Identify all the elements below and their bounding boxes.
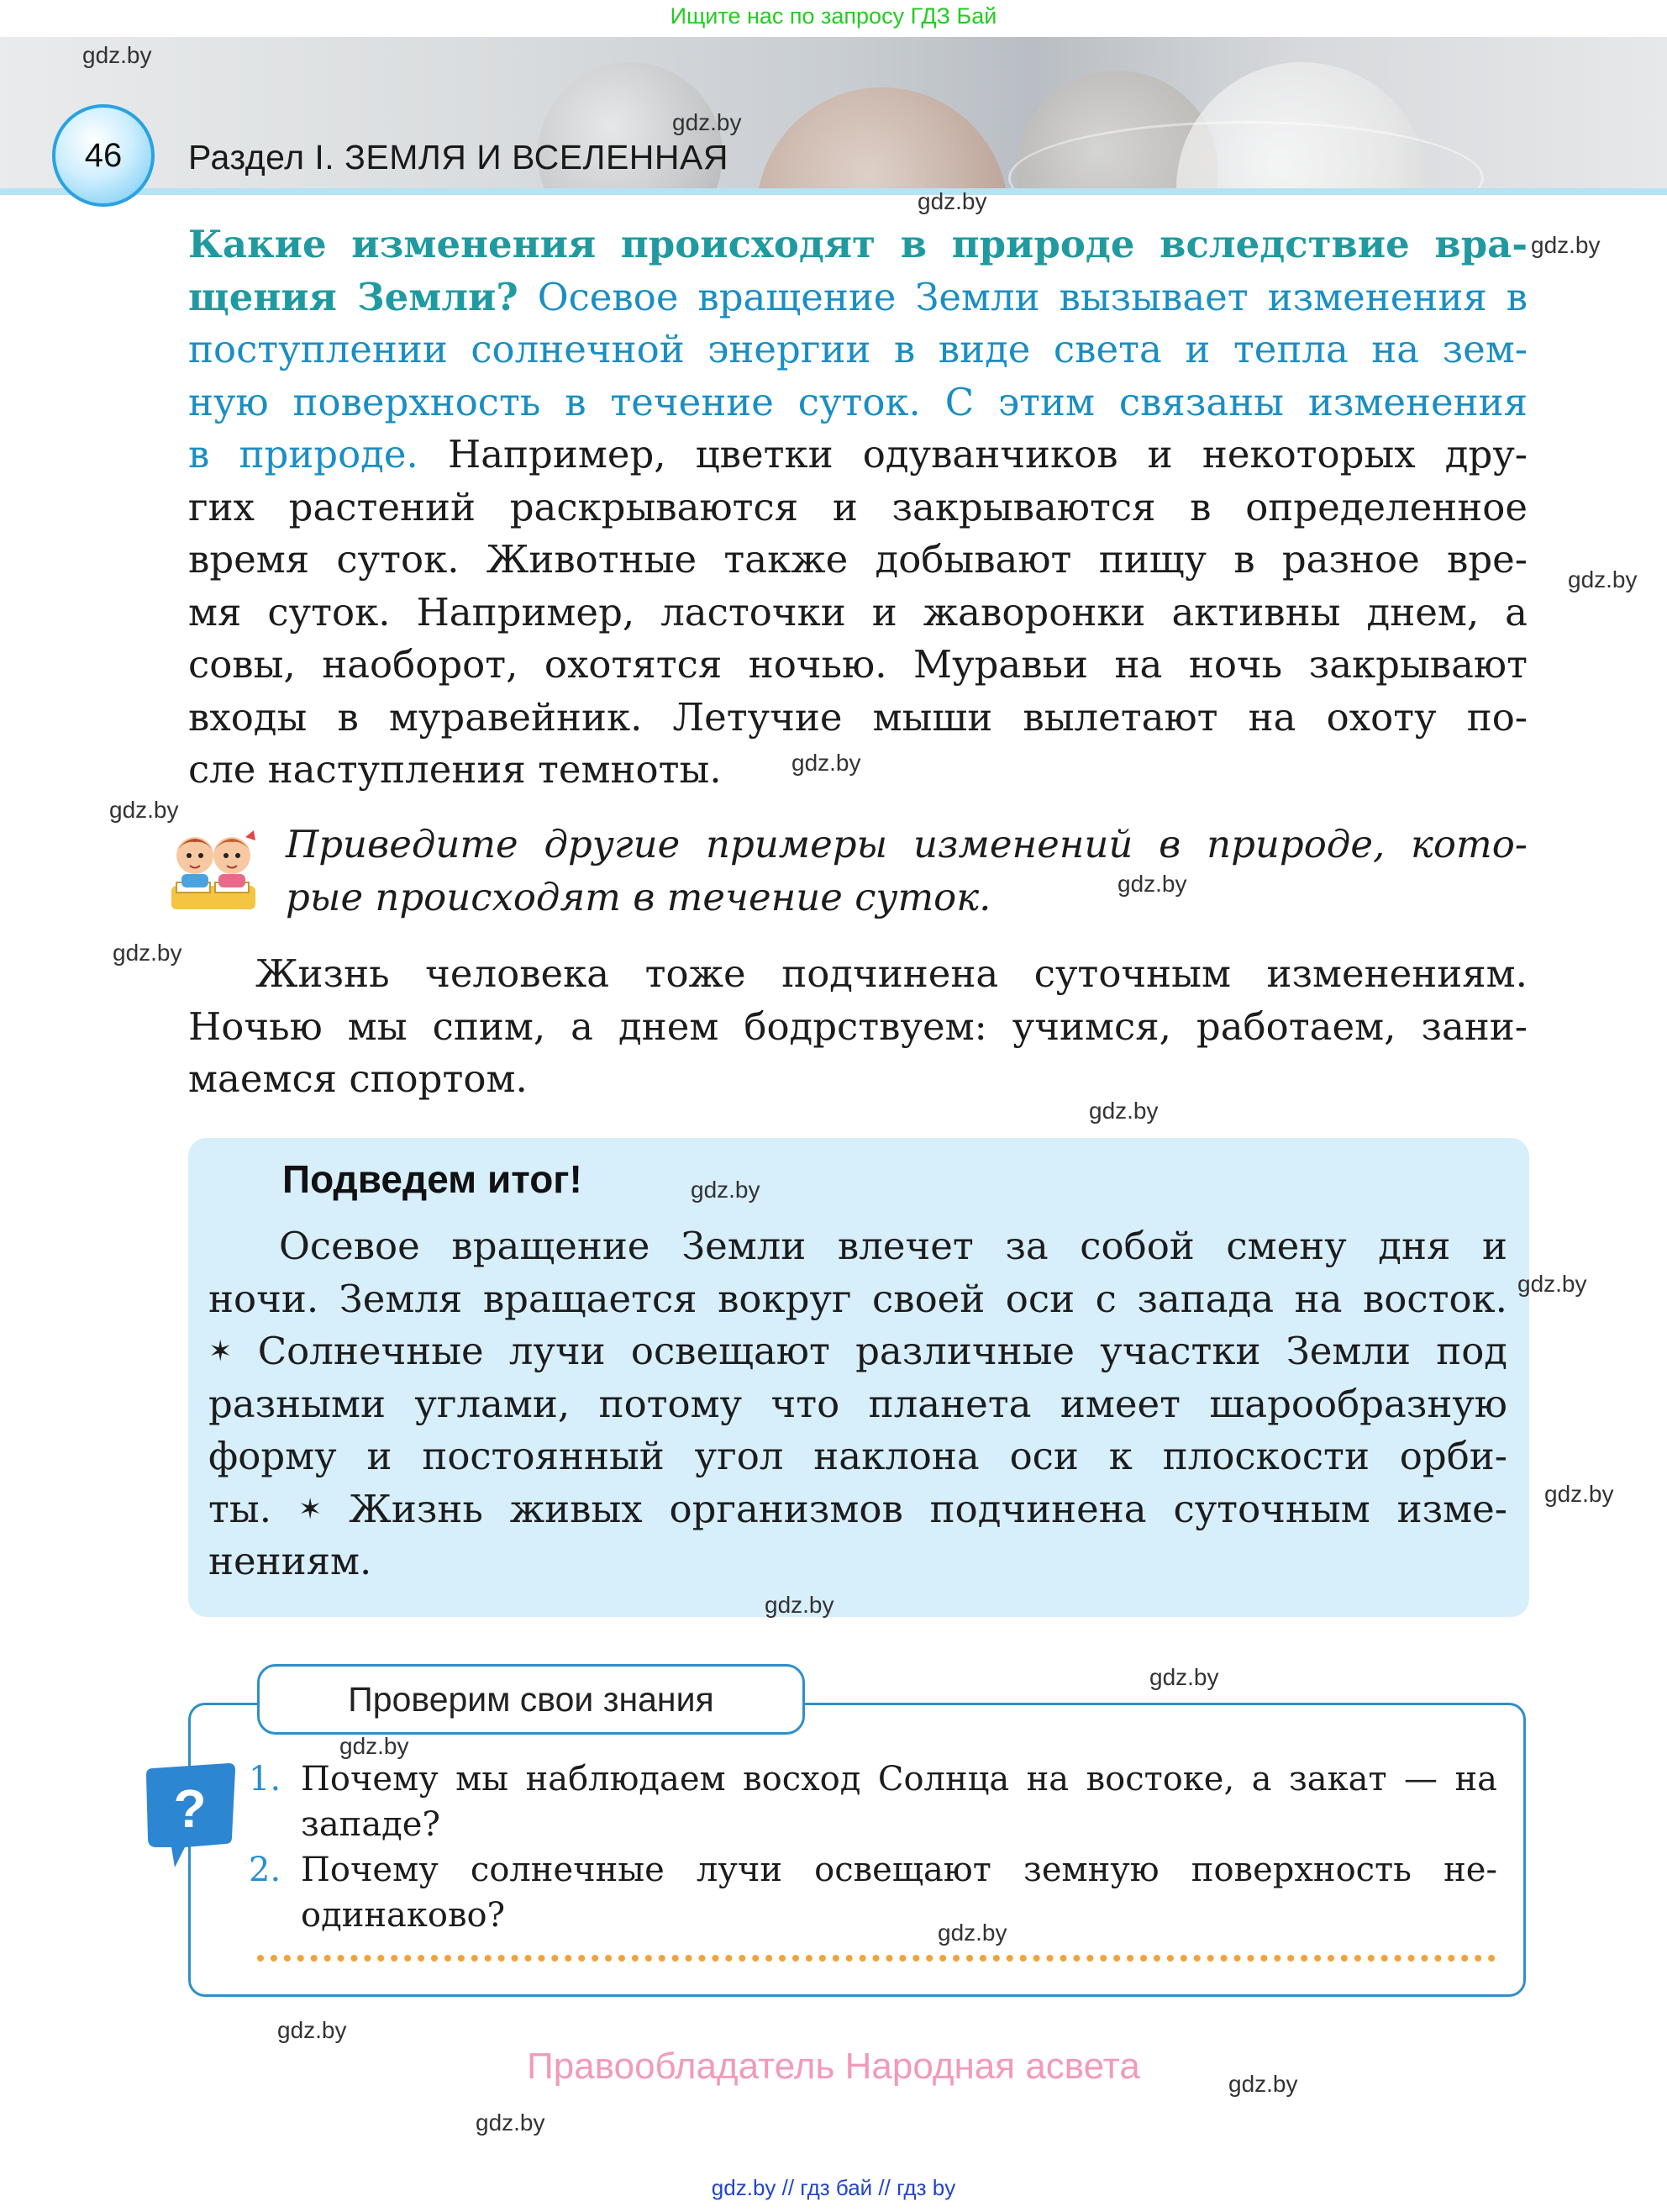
watermark: gdz.by — [1228, 2071, 1298, 2097]
main-paragraph — [188, 219, 1528, 797]
text-run: рые происходят в течение суток. — [286, 874, 991, 919]
text-line — [188, 692, 1528, 745]
kids-reading-icon — [168, 824, 259, 914]
watermark: gdz.by — [1517, 1271, 1587, 1297]
bottom-links[interactable]: gdz.by // гдз бай // гдз by — [711, 2175, 956, 2200]
watermark: gdz.by — [918, 188, 987, 214]
text-line — [208, 1325, 1507, 1378]
text-run: Приведите другие примеры изменений в природе, кото- — [286, 822, 1528, 866]
top-search-link[interactable]: Ищите нас по запросу ГДЗ Бай — [670, 3, 997, 29]
task-prompt — [286, 819, 1528, 924]
text-run: Осевое вращение Земли вызывает изменения в — [518, 274, 1528, 319]
section-title: Раздел I. ЗЕМЛЯ И ВСЕЛЕННАЯ — [188, 138, 728, 176]
text-line — [188, 534, 1528, 587]
text-line — [301, 1847, 1497, 1893]
watermark: gdz.by — [1568, 566, 1638, 592]
text-line — [208, 1483, 1507, 1536]
text-line — [208, 1378, 1507, 1431]
text-run: щения Земли? — [188, 274, 518, 319]
text-run: форму и постоянный угол наклона оси к плоскости орби- — [208, 1434, 1507, 1478]
watermark: gdz.by — [82, 42, 152, 68]
star-bullet-icon: ✶ — [208, 1335, 233, 1368]
text-line — [208, 1273, 1507, 1326]
question-2 — [249, 1847, 1497, 1938]
watermark: gdz.by — [1149, 1664, 1219, 1690]
watermark: gdz.by — [109, 797, 179, 823]
text-run: Почему солнечные лучи освещают земную поверхность не- — [301, 1851, 1497, 1889]
text-run: Осевое вращение Земли влечет за собой смену дня и — [279, 1224, 1507, 1268]
text-run: маемся спортом. — [188, 1056, 528, 1101]
question-number: 2. — [249, 1851, 281, 1889]
text-line — [188, 948, 1528, 1001]
text-line — [301, 1893, 1497, 1938]
copyright-notice: Правообладатель Народная асвета — [527, 2046, 1140, 2087]
text-line — [188, 1001, 1528, 1054]
text-run: ты. — [208, 1486, 298, 1531]
dotted-separator — [257, 1955, 1496, 1962]
text-run: Ночью мы спим, а днем бодрствуем: учимся, работаем, зани- — [188, 1003, 1528, 1049]
watermark: gdz.by — [1117, 871, 1187, 897]
text-line — [188, 219, 1528, 271]
text-run: Жизнь человека тоже подчинена суточным изменениям. — [255, 951, 1528, 996]
watermark: gdz.by — [1531, 232, 1601, 258]
watermark: gdz.by — [113, 940, 182, 966]
watermark: gdz.by — [765, 1592, 834, 1618]
watermark: gdz.by — [277, 2017, 347, 2043]
text-line — [208, 1220, 1507, 1273]
page-number: 46 — [84, 136, 123, 174]
life-paragraph — [188, 948, 1528, 1106]
text-line — [286, 872, 1528, 924]
text-run: Почему мы наблюдаем восход Солнца на востоке, а закат — на — [301, 1760, 1497, 1799]
watermark: gdz.by — [691, 1177, 760, 1203]
text-run: Жизнь живых организмов подчинена суточным изме- — [322, 1486, 1507, 1531]
text-run: сле наступления темноты. — [188, 747, 722, 792]
text-run: входы в муравейник. Летучие мыши вылетают на охоту по- — [188, 694, 1528, 740]
summary-text — [208, 1220, 1507, 1588]
text-run: в природе. — [188, 432, 418, 477]
text-line — [188, 587, 1528, 640]
check-knowledge-title: Проверим свои знания — [257, 1664, 805, 1735]
summary-title: Подведем итог! — [282, 1157, 582, 1201]
text-run: одинаково? — [301, 1896, 506, 1935]
text-run: Какие изменения происходят в природе вследствие вра- — [188, 222, 1528, 266]
question-1 — [249, 1756, 1497, 1847]
text-run: ночи. Земля вращается вокруг своей оси с запада на восток. — [208, 1276, 1507, 1321]
text-run: поступлении солнечной энергии в виде света и тепла на зем- — [188, 327, 1528, 371]
text-run: разными углами, потому что планета имеет шарообразную — [208, 1381, 1507, 1426]
text-line — [286, 819, 1528, 872]
watermark: gdz.by — [672, 109, 742, 135]
text-line — [301, 1756, 1497, 1802]
svg-text:?: ? — [173, 1778, 207, 1839]
watermark: gdz.by — [938, 1920, 1007, 1946]
question-bubble-icon — [141, 1760, 239, 1869]
text-line — [188, 429, 1528, 482]
text-line — [188, 639, 1528, 692]
text-line — [188, 324, 1528, 377]
header-divider — [0, 188, 1667, 195]
page-number-badge — [52, 104, 155, 207]
watermark: gdz.by — [476, 2109, 545, 2136]
text-run: ную поверхность в течение суток. С этим связаны изменения — [188, 379, 1528, 424]
text-line — [188, 271, 1528, 324]
text-run: западе? — [301, 1805, 440, 1844]
text-run: гих растений раскрываются и закрываются в определенное — [188, 484, 1528, 529]
text-run: совы, наоборот, охотятся ночью. Муравьи на ночь закрывают — [188, 642, 1528, 687]
text-line — [208, 1430, 1507, 1483]
text-run: Солнечные лучи освещают различные участки Земли под — [232, 1329, 1507, 1373]
text-line — [188, 1053, 1528, 1106]
text-run: мя суток. Например, ласточки и жаворонки активны днем, а — [188, 589, 1528, 635]
text-line — [188, 377, 1528, 429]
watermark: gdz.by — [339, 1733, 409, 1759]
text-run: Например, цветки одуванчиков и некоторых дру- — [418, 432, 1528, 477]
watermark: gdz.by — [1544, 1481, 1614, 1507]
star-bullet-icon: ✶ — [297, 1492, 323, 1526]
text-run: нениям. — [208, 1539, 372, 1583]
watermark: gdz.by — [1089, 1098, 1159, 1124]
planet-decoration — [756, 87, 1008, 195]
text-line — [208, 1535, 1507, 1588]
question-number: 1. — [249, 1760, 281, 1799]
text-run: время суток. Животные также добывают пищу в разное вре- — [188, 537, 1528, 582]
text-line — [188, 482, 1528, 535]
watermark: gdz.by — [791, 750, 861, 776]
text-line — [301, 1802, 1497, 1847]
